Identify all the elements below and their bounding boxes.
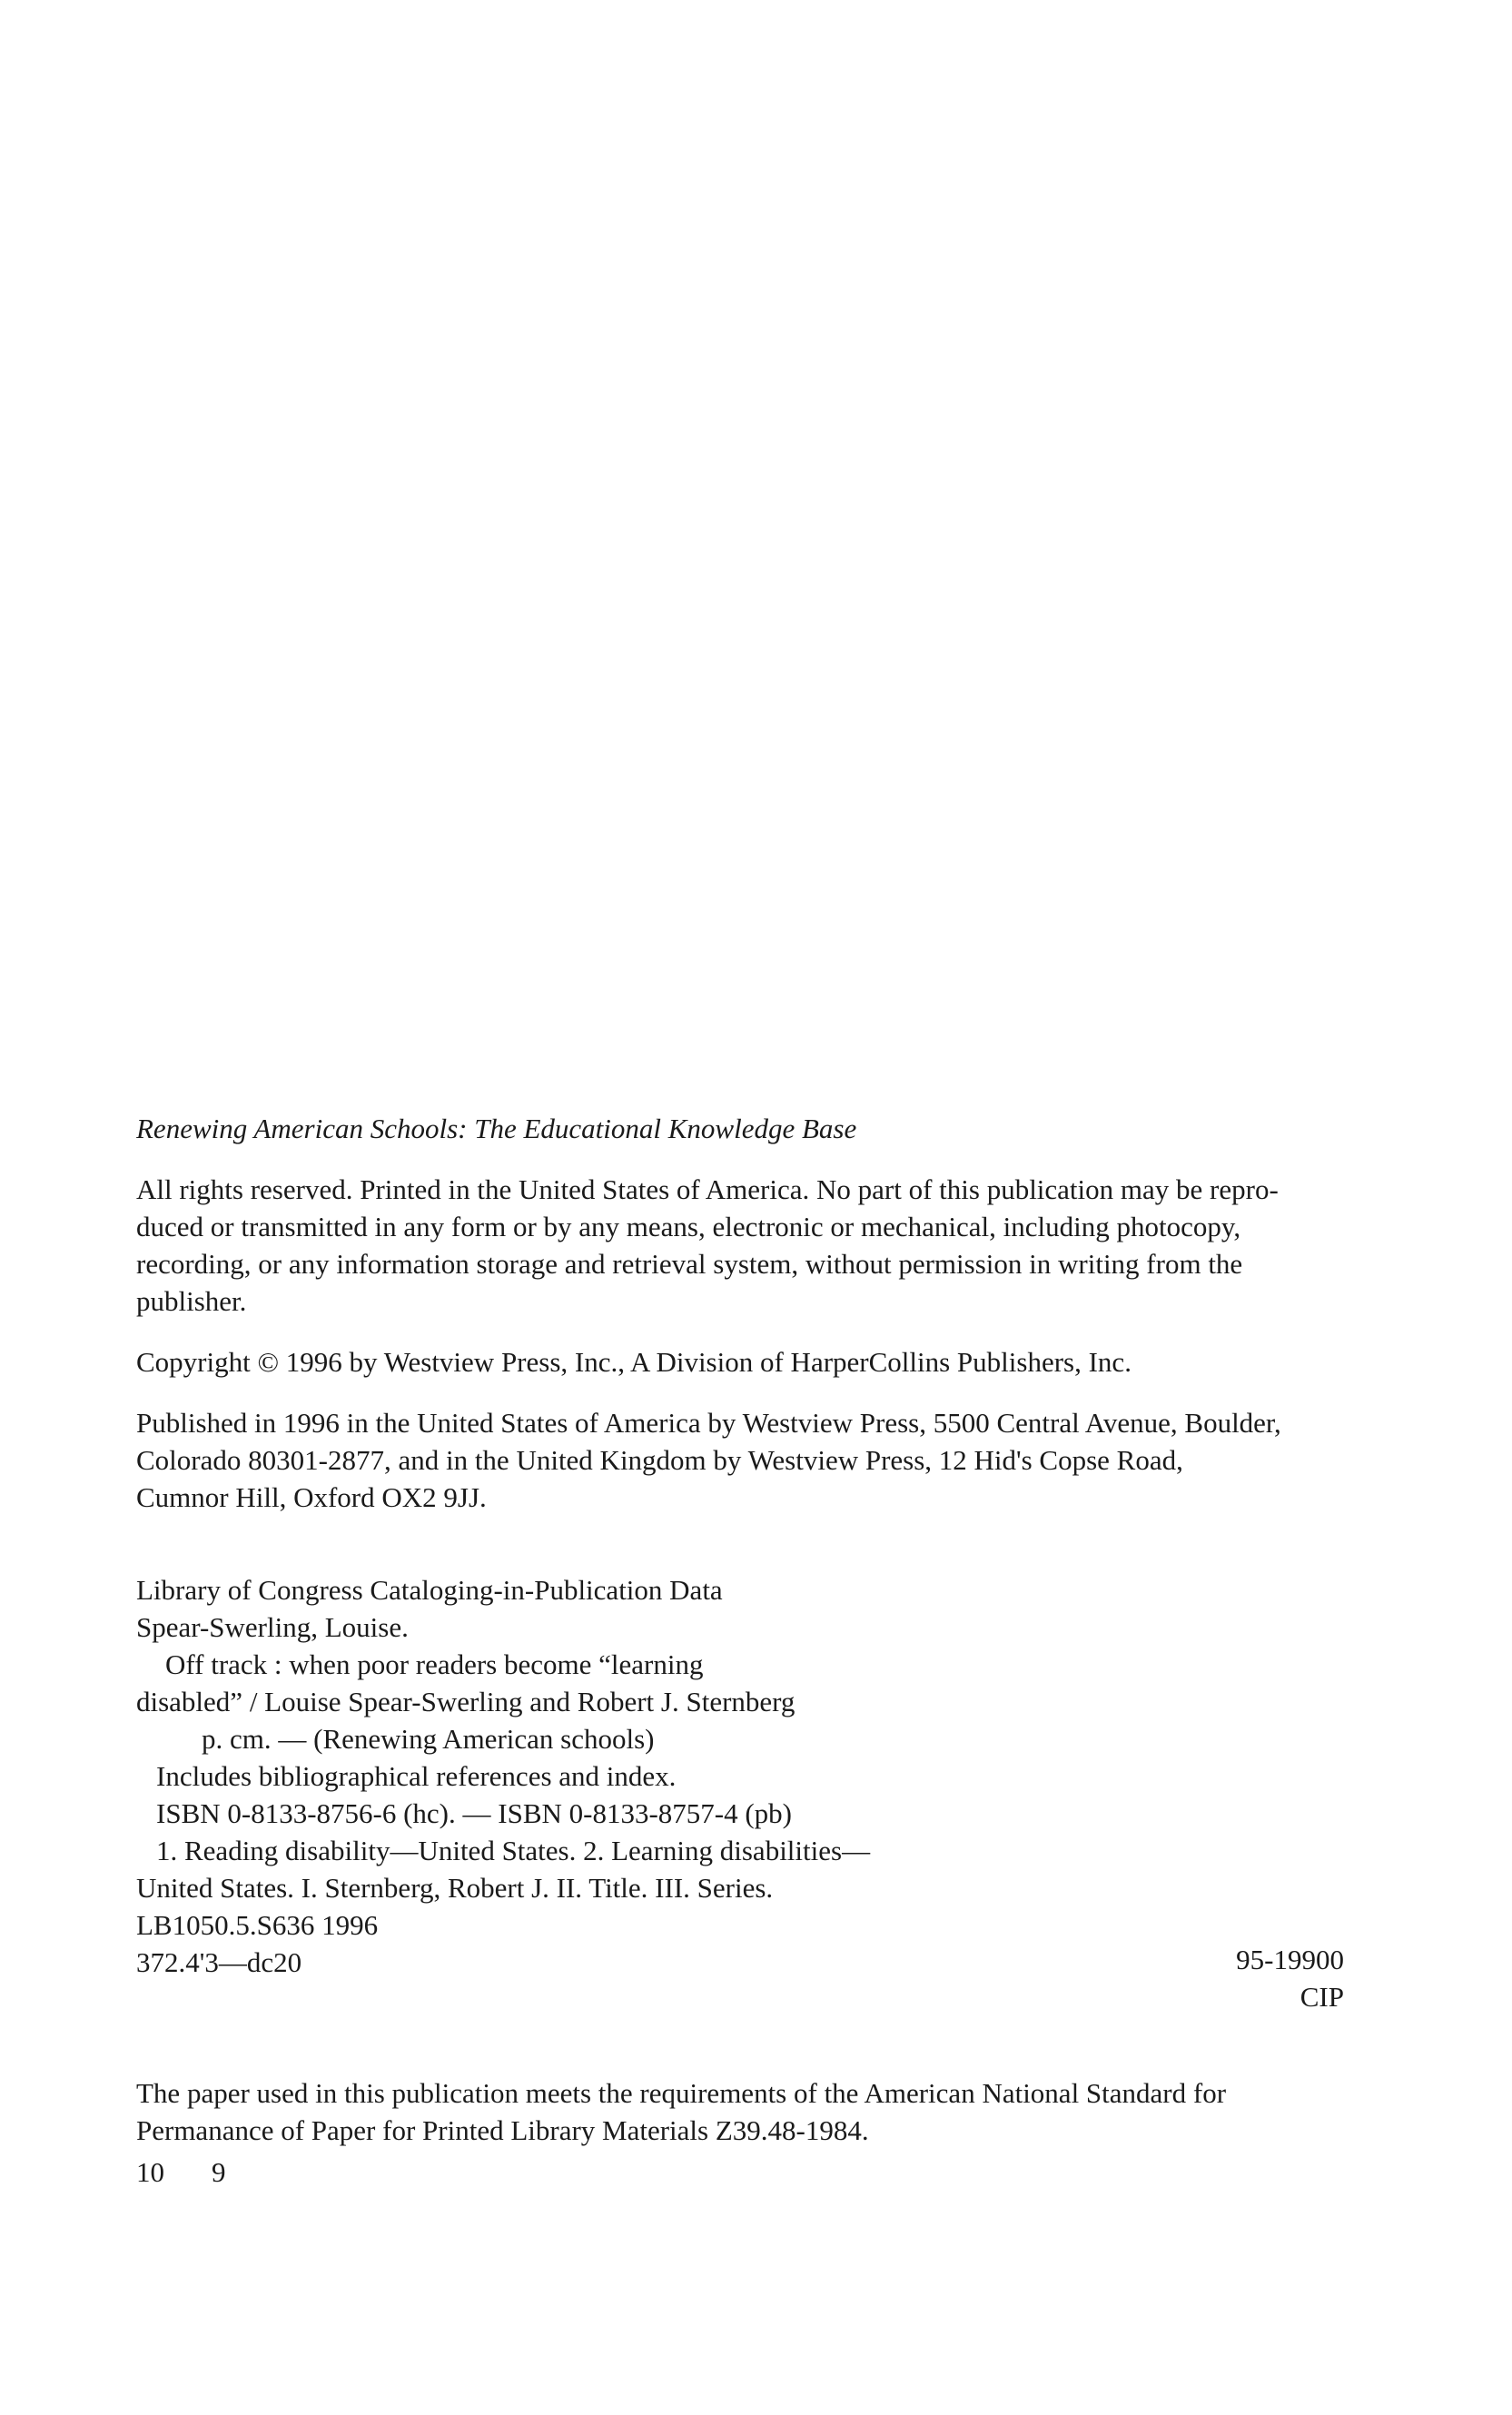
cip-subjects: 1. Reading disability—United States. 2. Learning disabilities— <box>156 1835 871 1866</box>
published-line: Published in 1996 in the United States of America by Westview Press, 5500 Central Avenue, Boulder, <box>136 1407 1281 1439</box>
paper-standard-notice <box>136 2074 1344 2149</box>
cip-subjects-continued: United States. I. Sternberg, Robert J. II. Title. III. Series. <box>136 1872 774 1904</box>
rights-line: publisher. <box>136 1285 247 1317</box>
series-title: Renewing American Schools: The Educational Knowledge Base <box>136 1113 857 1144</box>
printing-number: 10 <box>136 2156 164 2188</box>
cip-notes: Includes bibliographical references and index. <box>156 1760 677 1792</box>
cip-label: CIP <box>1300 1981 1344 2013</box>
rights-line: recording, or any information storage and retrieval system, without permission in writing from the <box>136 1248 1243 1280</box>
cip-author: Spear-Swerling, Louise. <box>136 1611 409 1643</box>
cip-physical-description: p. cm. — (Renewing American schools) <box>202 1723 655 1755</box>
published-line: Cumnor Hill, Oxford OX2 9JJ. <box>136 1481 487 1513</box>
rights-line: duced or transmitted in any form or by any means, electronic or mechanical, including photocopy, <box>136 1211 1241 1242</box>
paper-line: Permanance of Paper for Printed Library Materials Z39.48-1984. <box>136 2114 869 2146</box>
publication-info <box>136 1404 1344 1516</box>
lccn-number: 95-19900 <box>1236 1944 1344 1975</box>
cip-lc-class: LB1050.5.S636 1996 <box>136 1909 379 1941</box>
cip-heading: Library of Congress Cataloging-in-Publication Data <box>136 1574 723 1606</box>
published-line: Colorado 80301-2877, and in the United Kingdom by Westview Press, 12 Hid's Copse Road, <box>136 1444 1183 1476</box>
rights-line: All rights reserved. Printed in the United States of America. No part of this publication may be repro- <box>136 1173 1279 1205</box>
cip-title-continued: disabled” / Louise Spear-Swerling and Robert J. Sternberg <box>136 1686 796 1717</box>
cip-dewey: 372.4'3—dc20 <box>136 1946 302 1978</box>
rights-notice <box>136 1171 1344 1320</box>
cip-data-block <box>136 1571 1344 1981</box>
cip-isbn: ISBN 0-8133-8756-6 (hc). — ISBN 0-8133-8757-4 (pb) <box>156 1797 792 1829</box>
copyright-notice <box>136 1343 1344 1381</box>
cip-title: Off track : when poor readers become “learning <box>165 1648 704 1680</box>
copyright-line: Copyright © 1996 by Westview Press, Inc., A Division of HarperCollins Publishers, Inc. <box>136 1346 1132 1378</box>
paper-line: The paper used in this publication meets the requirements of the American National Standard for <box>136 2077 1227 2109</box>
printing-number: 9 <box>212 2156 226 2188</box>
printing-line <box>136 2153 226 2191</box>
